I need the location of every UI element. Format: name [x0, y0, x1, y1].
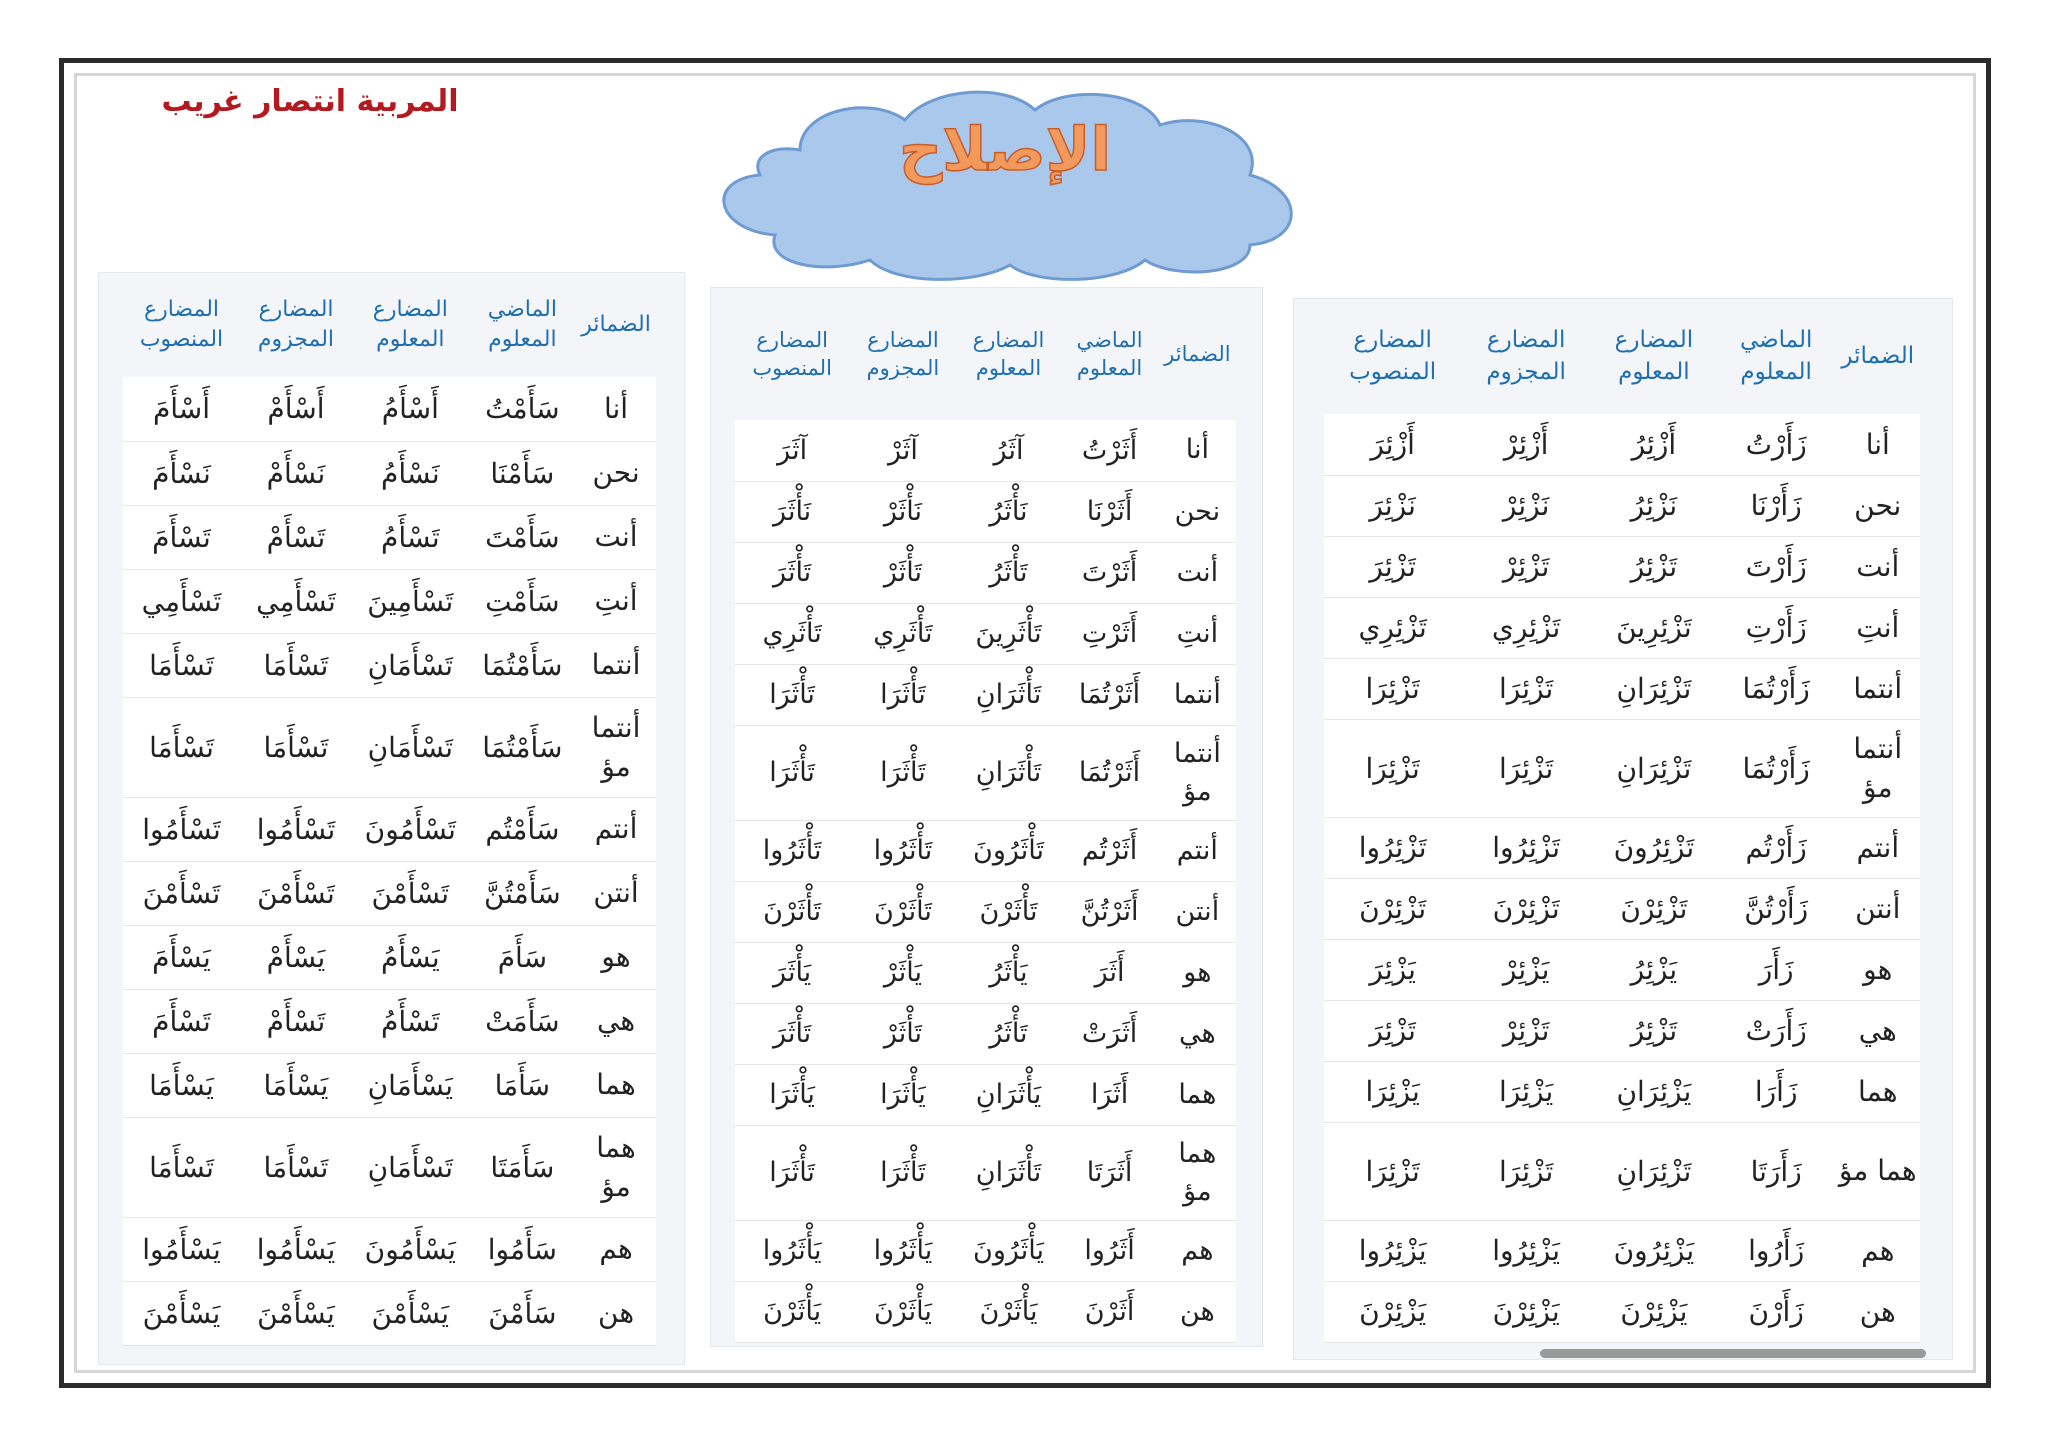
- verb-cell: أَثَرْتُ: [1060, 420, 1158, 481]
- table-row: [123, 1053, 656, 1117]
- verb-cell: يَأْثَرْنَ: [957, 1281, 1061, 1342]
- verb-cell: يَسْأَمُ: [352, 925, 469, 989]
- verb-cell: تَسْأَمِينَ: [352, 569, 469, 633]
- verb-cell: زَأَرْتَ: [1717, 536, 1836, 597]
- column-header: المضارع المنصوب: [123, 273, 240, 377]
- verb-cell: سَأَمْنَا: [469, 441, 576, 505]
- verb-cell: نَزْئِرْ: [1461, 475, 1591, 536]
- verb-cell: زَأَرْتُ: [1717, 414, 1836, 475]
- pronoun-cell: هما: [576, 1053, 656, 1117]
- verb-cell: أَثَرْتُمَا: [1060, 725, 1158, 820]
- pronoun-cell: هما: [1159, 1064, 1236, 1125]
- verb-cell: تَسْأَمِي: [123, 569, 240, 633]
- verb-cell: يَأْثَرَا: [735, 1064, 849, 1125]
- verb-cell: يَأْثَرُوا: [735, 1220, 849, 1281]
- verb-cell: يَزْئِرَا: [1324, 1061, 1461, 1122]
- page-title: الإصلاح: [898, 115, 1112, 185]
- verb-cell: أَثَرَ: [1060, 942, 1158, 1003]
- verb-cell: تَأْثَرُوا: [735, 820, 849, 881]
- table-row: [735, 481, 1236, 542]
- column-header: المضارع المنصوب: [1324, 299, 1461, 414]
- table-row: [123, 925, 656, 989]
- table-row: [1324, 1061, 1920, 1122]
- verb-cell: تَسْأَمْنَ: [240, 861, 352, 925]
- pronoun-cell: أنتما: [1159, 664, 1236, 725]
- conjugation-table: [98, 272, 685, 1365]
- pronoun-cell: أنت: [576, 505, 656, 569]
- verb-cell: تَسْأَمُ: [352, 505, 469, 569]
- verb-cell: سَأَمْتُ: [469, 377, 576, 441]
- pronoun-cell: أنت: [1159, 542, 1236, 603]
- verb-cell: نَأْثَرْ: [849, 481, 956, 542]
- verb-cell: سَأَمَا: [469, 1053, 576, 1117]
- verb-cell: تَأْثَرِي: [849, 603, 956, 664]
- column-header: الضمائر: [1159, 288, 1236, 420]
- verb-cell: أَثَرْتُمَا: [1060, 664, 1158, 725]
- pronoun-cell: أنا: [1159, 420, 1236, 481]
- verb-cell: سَأَمْتِ: [469, 569, 576, 633]
- pronoun-cell: هن: [1836, 1281, 1920, 1342]
- conjugation-table: [710, 287, 1263, 1347]
- table-row: [1324, 597, 1920, 658]
- column-header: المضارع المنصوب: [735, 288, 849, 420]
- column-header: المضارع المجزوم: [1461, 299, 1591, 414]
- verb-cell: تَزْئِرُ: [1591, 536, 1717, 597]
- column-header: الماضي المعلوم: [1060, 288, 1158, 420]
- verb-cell: تَزْئِرَا: [1324, 658, 1461, 719]
- column-header: المضارع المعلوم: [1591, 299, 1717, 414]
- verb-cell: تَزْئِرُوا: [1324, 817, 1461, 878]
- table-row: [735, 1003, 1236, 1064]
- column-header: الضمائر: [1836, 299, 1920, 414]
- table-row: [1324, 1000, 1920, 1061]
- table-row: [735, 1125, 1236, 1220]
- verb-cell: تَزْئِرْنَ: [1461, 878, 1591, 939]
- verb-cell: تَأْثَرَانِ: [957, 664, 1061, 725]
- verb-cell: نَأْثَرَ: [735, 481, 849, 542]
- table-row: [123, 989, 656, 1053]
- table-row: [1324, 414, 1920, 475]
- pronoun-cell: أنتم: [1836, 817, 1920, 878]
- table-row: [735, 1281, 1236, 1342]
- verb-cell: زَأَرُوا: [1717, 1220, 1836, 1281]
- verb-cell: أَزْئِرَ: [1324, 414, 1461, 475]
- verb-cell: تَسْأَمْنَ: [123, 861, 240, 925]
- verb-cell: زَأَرْتُنَّ: [1717, 878, 1836, 939]
- pronoun-cell: هم: [1159, 1220, 1236, 1281]
- verb-cell: يَزْئِرَا: [1461, 1061, 1591, 1122]
- verb-cell: تَسْأَمَانِ: [352, 1117, 469, 1217]
- verb-cell: يَزْئِرْ: [1461, 939, 1591, 1000]
- verb-cell: أَثَرَا: [1060, 1064, 1158, 1125]
- verb-cell: تَسْأَمَا: [123, 697, 240, 797]
- pronoun-cell: أنت: [1836, 536, 1920, 597]
- pronoun-cell: هما: [1836, 1061, 1920, 1122]
- table-row: [735, 1064, 1236, 1125]
- verb-cell: تَسْأَمَا: [240, 697, 352, 797]
- verb-cell: آثَرُ: [957, 420, 1061, 481]
- pronoun-cell: أنتم: [1159, 820, 1236, 881]
- verb-cell: تَأْثَرَا: [849, 725, 956, 820]
- verb-cell: تَسْأَمُوا: [240, 797, 352, 861]
- verb-cell: زَأَرْنَ: [1717, 1281, 1836, 1342]
- column-header: الماضي المعلوم: [1717, 299, 1836, 414]
- verb-cell: أَثَرَتَا: [1060, 1125, 1158, 1220]
- verb-cell: أَزْئِرْ: [1461, 414, 1591, 475]
- table-row: [735, 881, 1236, 942]
- pronoun-cell: هي: [1159, 1003, 1236, 1064]
- verb-cell: أَسْأَمْ: [240, 377, 352, 441]
- verb-cell: يَأْثَرْنَ: [735, 1281, 849, 1342]
- verb-cell: أَثَرْنَا: [1060, 481, 1158, 542]
- table-row: [123, 633, 656, 697]
- verb-cell: يَسْأَمَا: [240, 1053, 352, 1117]
- pronoun-cell: أنتما مؤ: [1836, 719, 1920, 817]
- table-row: [123, 441, 656, 505]
- verb-cell: تَسْأَمَا: [240, 633, 352, 697]
- verb-cell: يَزْئِرَانِ: [1591, 1061, 1717, 1122]
- verb-cell: أَسْأَمُ: [352, 377, 469, 441]
- verb-cell: تَزْئِرْنَ: [1591, 878, 1717, 939]
- verb-cell: يَأْثَرُ: [957, 942, 1061, 1003]
- table-row: [1324, 1281, 1920, 1342]
- table-row: [1324, 878, 1920, 939]
- table-row: [123, 861, 656, 925]
- verb-cell: يَزْئِرُوا: [1324, 1220, 1461, 1281]
- verb-cell: تَزْئِرْنَ: [1324, 878, 1461, 939]
- verb-cell: تَسْأَمُ: [352, 989, 469, 1053]
- verb-cell: تَزْئِرَ: [1324, 1000, 1461, 1061]
- column-header: الضمائر: [576, 273, 656, 377]
- conjugation-table: [1293, 298, 1953, 1360]
- verb-cell: زَأَرْتُم: [1717, 817, 1836, 878]
- table-row: [735, 820, 1236, 881]
- table-row: [1324, 939, 1920, 1000]
- verb-cell: يَسْأَمُوا: [240, 1217, 352, 1281]
- verb-cell: أَثَرَتْ: [1060, 1003, 1158, 1064]
- verb-cell: تَأْثَرِينَ: [957, 603, 1061, 664]
- pronoun-cell: أنتن: [1159, 881, 1236, 942]
- verb-cell: تَزْئِرِي: [1324, 597, 1461, 658]
- table-row: [1324, 817, 1920, 878]
- verb-cell: زَأَرْتُمَا: [1717, 719, 1836, 817]
- verb-cell: أَثَرْنَ: [1060, 1281, 1158, 1342]
- verb-cell: يَزْئِرُ: [1591, 939, 1717, 1000]
- table-row: [1324, 1220, 1920, 1281]
- verb-cell: يَزْئِرُونَ: [1591, 1220, 1717, 1281]
- author-name: المربية انتصار غريب: [161, 84, 459, 119]
- verb-cell: آثَرْ: [849, 420, 956, 481]
- table-row: [1324, 658, 1920, 719]
- verb-cell: يَأْثَرَانِ: [957, 1064, 1061, 1125]
- table-row: [1324, 536, 1920, 597]
- verb-cell: يَزْئِرَ: [1324, 939, 1461, 1000]
- verb-cell: تَسْأَمَا: [240, 1117, 352, 1217]
- verb-cell: تَأْثَرَا: [735, 1125, 849, 1220]
- table-header-row: [1324, 299, 1920, 414]
- verb-cell: تَسْأَمْنَ: [352, 861, 469, 925]
- verb-cell: تَأْثَرِي: [735, 603, 849, 664]
- verb-cell: نَسْأَمْ: [240, 441, 352, 505]
- pronoun-cell: أنتما مؤ: [1159, 725, 1236, 820]
- verb-cell: يَأْثَرَ: [735, 942, 849, 1003]
- verb-cell: تَأْثَرَا: [735, 725, 849, 820]
- verb-cell: تَزْئِرِي: [1461, 597, 1591, 658]
- pronoun-cell: هن: [1159, 1281, 1236, 1342]
- verb-cell: زَأَرَا: [1717, 1061, 1836, 1122]
- pronoun-cell: أنتم: [576, 797, 656, 861]
- verb-cell: يَسْأَمَ: [123, 925, 240, 989]
- verb-cell: أَزْئِرُ: [1591, 414, 1717, 475]
- verb-cell: يَزْئِرُوا: [1461, 1220, 1591, 1281]
- verb-cell: تَزْئِرْ: [1461, 1000, 1591, 1061]
- table-row: [123, 377, 656, 441]
- horizontal-scrollbar[interactable]: [1540, 1349, 1926, 1358]
- verb-cell: سَأَمْتَ: [469, 505, 576, 569]
- verb-cell: أَثَرْتِ: [1060, 603, 1158, 664]
- verb-cell: تَسْأَمَا: [123, 1117, 240, 1217]
- verb-cell: نَسْأَمَ: [123, 441, 240, 505]
- verb-cell: تَزْئِرُ: [1591, 1000, 1717, 1061]
- verb-cell: سَأَمْتُنَّ: [469, 861, 576, 925]
- verb-cell: تَزْئِرَا: [1461, 658, 1591, 719]
- verb-cell: أَثَرْتُم: [1060, 820, 1158, 881]
- pronoun-cell: هما مؤ: [1159, 1125, 1236, 1220]
- table-row: [1324, 475, 1920, 536]
- pronoun-cell: أنتما مؤ: [576, 697, 656, 797]
- pronoun-cell: أنتن: [1836, 878, 1920, 939]
- verb-cell: سَأَمْتُمَا: [469, 633, 576, 697]
- column-header: الماضي المعلوم: [469, 273, 576, 377]
- verb-cell: يَأْثَرُونَ: [957, 1220, 1061, 1281]
- verb-cell: أَسْأَمَ: [123, 377, 240, 441]
- verb-cell: نَسْأَمُ: [352, 441, 469, 505]
- verb-cell: زَأَرْنَا: [1717, 475, 1836, 536]
- verb-cell: تَزْئِرَانِ: [1591, 658, 1717, 719]
- pronoun-cell: أنا: [576, 377, 656, 441]
- verb-cell: يَزْئِرْنَ: [1461, 1281, 1591, 1342]
- table-row: [123, 797, 656, 861]
- verb-cell: تَأْثَرْ: [849, 542, 956, 603]
- table-header-row: [735, 288, 1236, 420]
- verb-cell: تَسْأَمُوا: [123, 797, 240, 861]
- verb-cell: تَسْأَمُونَ: [352, 797, 469, 861]
- verb-cell: سَأَمْتُمَا: [469, 697, 576, 797]
- pronoun-cell: أنتِ: [1836, 597, 1920, 658]
- verb-cell: تَأْثَرُ: [957, 542, 1061, 603]
- verb-cell: يَسْأَمْنَ: [352, 1281, 469, 1345]
- table-row: [123, 1281, 656, 1345]
- verb-cell: تَأْثَرَانِ: [957, 725, 1061, 820]
- verb-cell: تَسْأَمِي: [240, 569, 352, 633]
- verb-cell: نَأْثَرُ: [957, 481, 1061, 542]
- verb-cell: سَأَمُوا: [469, 1217, 576, 1281]
- pronoun-cell: هم: [576, 1217, 656, 1281]
- verb-cell: يَسْأَمْنَ: [123, 1281, 240, 1345]
- verb-cell: تَزْئِرْ: [1461, 536, 1591, 597]
- verb-cell: يَأْثَرَا: [849, 1064, 956, 1125]
- table-row: [735, 942, 1236, 1003]
- table-row: [123, 697, 656, 797]
- verb-cell: تَأْثَرَ: [735, 542, 849, 603]
- table-header-row: [123, 273, 656, 377]
- verb-cell: يَأْثَرُوا: [849, 1220, 956, 1281]
- verb-cell: تَأْثَرُونَ: [957, 820, 1061, 881]
- verb-cell: تَسْأَمْ: [240, 989, 352, 1053]
- verb-cell: تَسْأَمَا: [123, 633, 240, 697]
- verb-cell: يَسْأَمْنَ: [240, 1281, 352, 1345]
- verb-cell: تَأْثَرَا: [735, 664, 849, 725]
- verb-cell: سَأَمَتَا: [469, 1117, 576, 1217]
- verb-cell: تَأْثَرُ: [957, 1003, 1061, 1064]
- table-row: [735, 542, 1236, 603]
- verb-cell: زَأَرَ: [1717, 939, 1836, 1000]
- verb-cell: يَأْثَرْ: [849, 942, 956, 1003]
- verb-cell: آثَرَ: [735, 420, 849, 481]
- pronoun-cell: هم: [1836, 1220, 1920, 1281]
- verb-cell: زَأَرْتِ: [1717, 597, 1836, 658]
- verb-cell: تَأْثَرَا: [849, 664, 956, 725]
- pronoun-cell: هو: [1836, 939, 1920, 1000]
- verb-cell: تَزْئِرَ: [1324, 536, 1461, 597]
- verb-cell: تَزْئِرُوا: [1461, 817, 1591, 878]
- verb-cell: تَزْئِرُونَ: [1591, 817, 1717, 878]
- verb-cell: يَسْأَمُونَ: [352, 1217, 469, 1281]
- verb-cell: أَثَرْتَ: [1060, 542, 1158, 603]
- verb-cell: سَأَمَتْ: [469, 989, 576, 1053]
- verb-cell: يَأْثَرْنَ: [849, 1281, 956, 1342]
- verb-cell: أَثَرُوا: [1060, 1220, 1158, 1281]
- verb-cell: تَأْثَرْنَ: [849, 881, 956, 942]
- verb-cell: تَزْئِرَا: [1324, 1122, 1461, 1220]
- column-header: المضارع المعلوم: [957, 288, 1061, 420]
- verb-cell: تَأْثَرَانِ: [957, 1125, 1061, 1220]
- verb-cell: سَأَمْتُم: [469, 797, 576, 861]
- verb-cell: تَسْأَمَ: [123, 989, 240, 1053]
- pronoun-cell: نحن: [1836, 475, 1920, 536]
- table-row: [1324, 719, 1920, 817]
- pronoun-cell: أنا: [1836, 414, 1920, 475]
- table-row: [735, 603, 1236, 664]
- column-header: المضارع المجزوم: [849, 288, 956, 420]
- verb-cell: تَأْثَرُوا: [849, 820, 956, 881]
- verb-cell: تَزْئِرَا: [1461, 1122, 1591, 1220]
- pronoun-cell: هن: [576, 1281, 656, 1345]
- verb-cell: سَأَمْنَ: [469, 1281, 576, 1345]
- pronoun-cell: نحن: [576, 441, 656, 505]
- verb-cell: تَسْأَمَ: [123, 505, 240, 569]
- verb-cell: يَسْأَمُوا: [123, 1217, 240, 1281]
- verb-cell: نَزْئِرُ: [1591, 475, 1717, 536]
- column-header: المضارع المجزوم: [240, 273, 352, 377]
- column-header: المضارع المعلوم: [352, 273, 469, 377]
- pronoun-cell: هي: [576, 989, 656, 1053]
- pronoun-cell: نحن: [1159, 481, 1236, 542]
- table-row: [123, 505, 656, 569]
- pronoun-cell: هو: [576, 925, 656, 989]
- verb-cell: تَزْئِرَا: [1324, 719, 1461, 817]
- table-row: [1324, 1122, 1920, 1220]
- verb-cell: يَزْئِرْنَ: [1324, 1281, 1461, 1342]
- verb-cell: تَأْثَرْنَ: [957, 881, 1061, 942]
- table-row: [735, 725, 1236, 820]
- verb-cell: زَأَرْتُمَا: [1717, 658, 1836, 719]
- table-row: [123, 1117, 656, 1217]
- pronoun-cell: أنتِ: [576, 569, 656, 633]
- pronoun-cell: أنتما: [576, 633, 656, 697]
- verb-cell: سَأَمَ: [469, 925, 576, 989]
- verb-cell: تَسْأَمْ: [240, 505, 352, 569]
- pronoun-cell: أنتِ: [1159, 603, 1236, 664]
- verb-cell: يَزْئِرْنَ: [1591, 1281, 1717, 1342]
- verb-cell: تَزْئِرِينَ: [1591, 597, 1717, 658]
- verb-cell: أَثَرْتُنَّ: [1060, 881, 1158, 942]
- pronoun-cell: هما مؤ: [576, 1117, 656, 1217]
- verb-cell: تَسْأَمَانِ: [352, 697, 469, 797]
- table-row: [123, 569, 656, 633]
- pronoun-cell: هما مؤ: [1836, 1122, 1920, 1220]
- verb-cell: يَسْأَمَا: [123, 1053, 240, 1117]
- verb-cell: تَسْأَمَانِ: [352, 633, 469, 697]
- verb-cell: تَزْئِرَا: [1461, 719, 1591, 817]
- verb-cell: تَأْثَرْنَ: [735, 881, 849, 942]
- pronoun-cell: أنتما: [1836, 658, 1920, 719]
- verb-cell: تَأْثَرَا: [849, 1125, 956, 1220]
- verb-cell: تَأْثَرَ: [735, 1003, 849, 1064]
- table-row: [735, 1220, 1236, 1281]
- verb-cell: تَأْثَرْ: [849, 1003, 956, 1064]
- table-row: [735, 420, 1236, 481]
- pronoun-cell: هو: [1159, 942, 1236, 1003]
- pronoun-cell: أنتن: [576, 861, 656, 925]
- table-row: [735, 664, 1236, 725]
- pronoun-cell: هي: [1836, 1000, 1920, 1061]
- verb-cell: تَزْئِرَانِ: [1591, 1122, 1717, 1220]
- verb-cell: زَأَرَتَا: [1717, 1122, 1836, 1220]
- verb-cell: نَزْئِرَ: [1324, 475, 1461, 536]
- verb-cell: زَأَرَتْ: [1717, 1000, 1836, 1061]
- verb-cell: يَسْأَمْ: [240, 925, 352, 989]
- verb-cell: يَسْأَمَانِ: [352, 1053, 469, 1117]
- verb-cell: تَزْئِرَانِ: [1591, 719, 1717, 817]
- table-row: [123, 1217, 656, 1281]
